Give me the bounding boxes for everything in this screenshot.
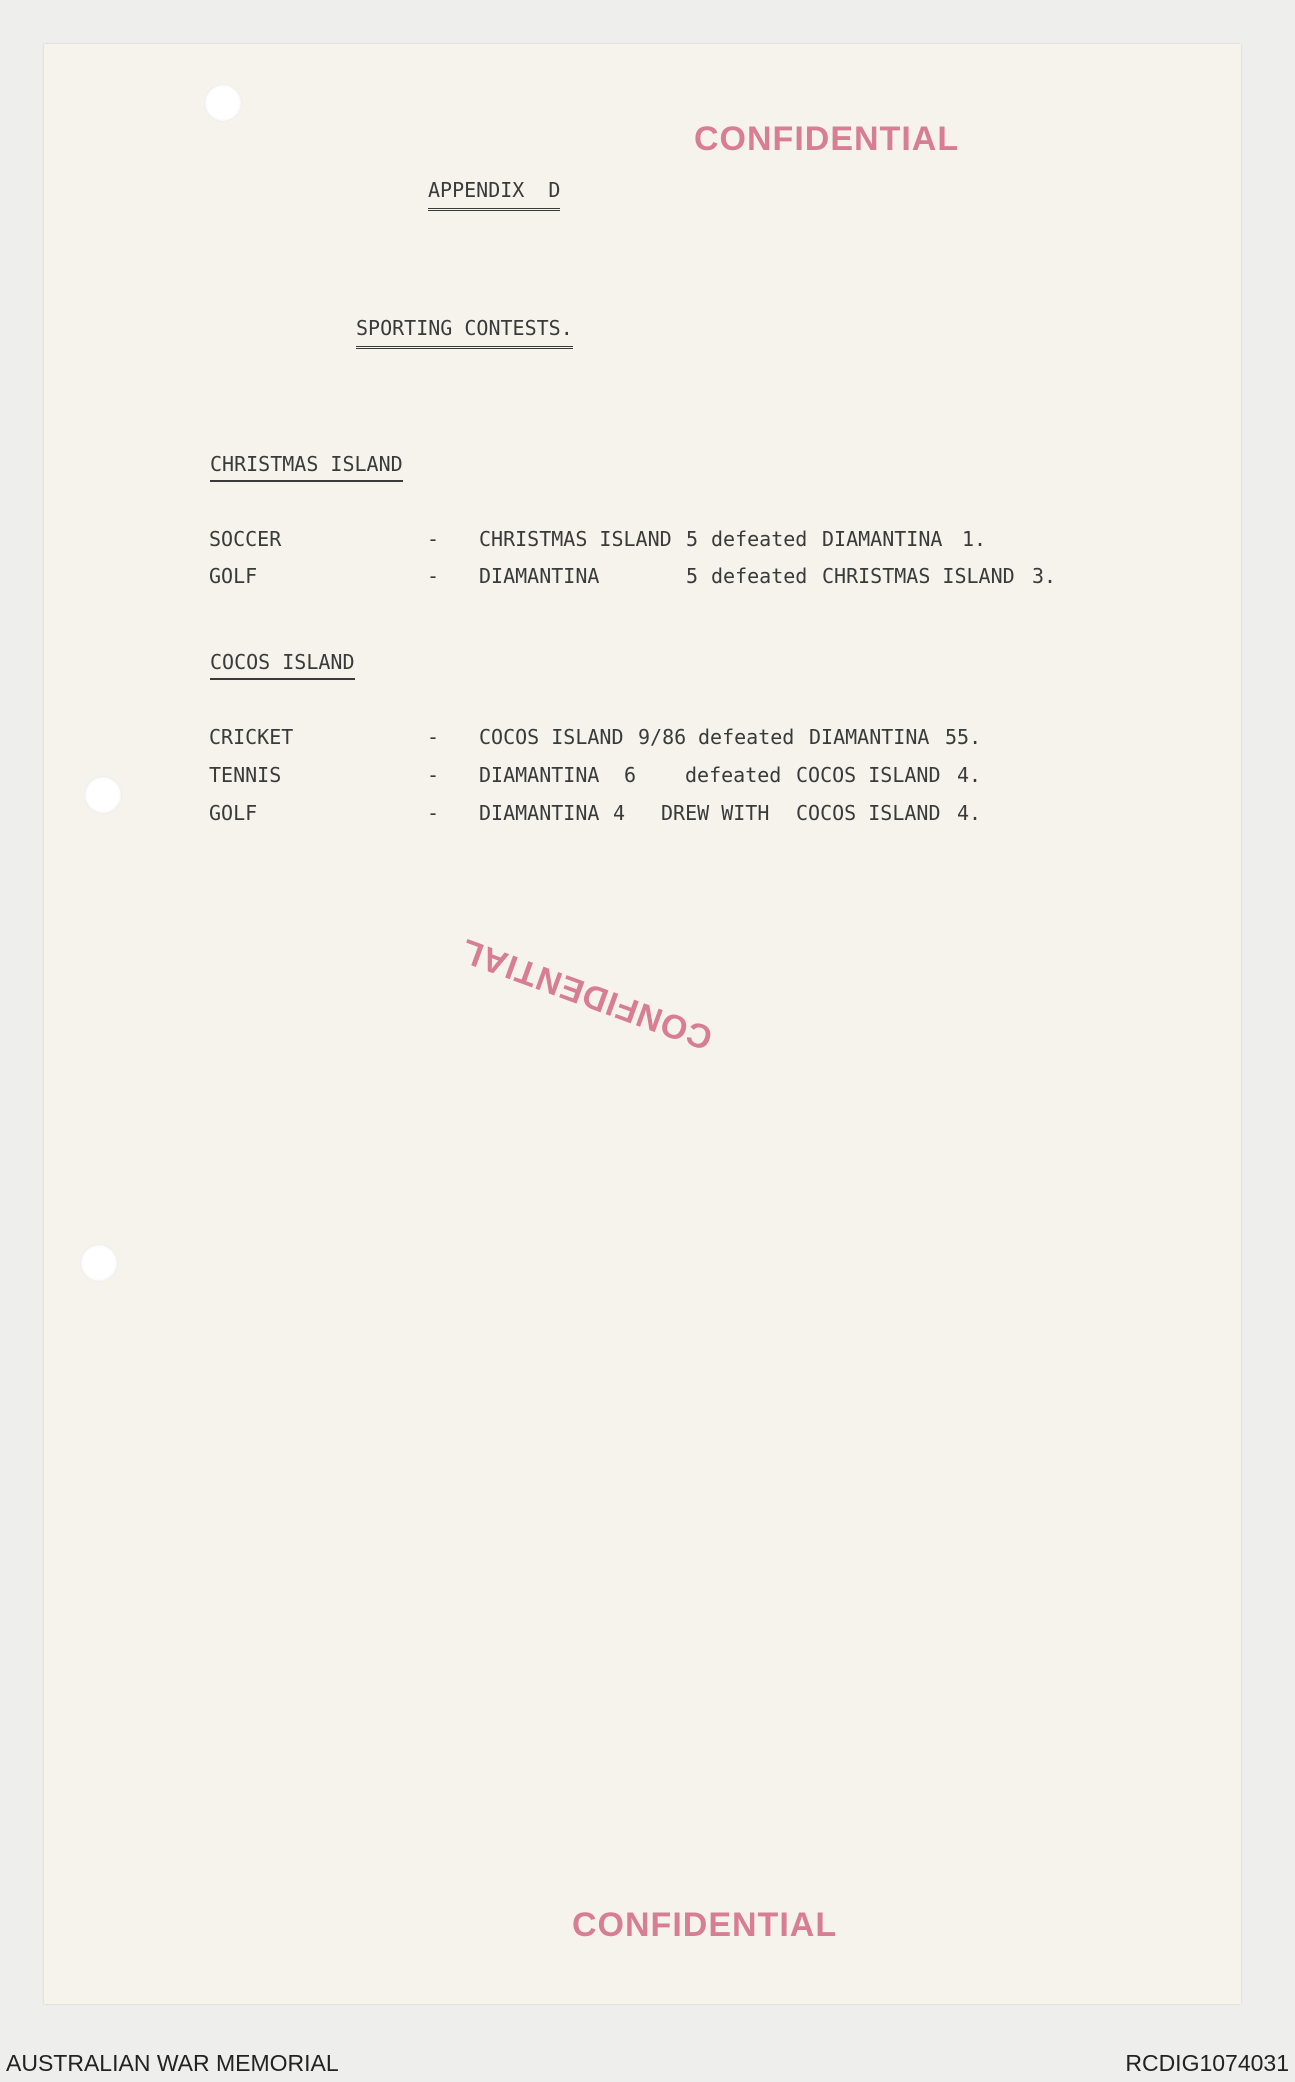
team1: COCOS ISLAND	[479, 725, 624, 749]
score1: 5	[686, 564, 699, 588]
team2: DIAMANTINA	[809, 725, 930, 749]
result: defeated	[685, 763, 782, 787]
punch-hole	[80, 1244, 118, 1282]
row-dash: -	[427, 801, 440, 825]
row-dash: -	[427, 564, 440, 588]
confidential-stamp-bottom: CONFIDENTIAL	[572, 1906, 838, 1944]
team2: CHRISTMAS ISLAND	[822, 564, 1015, 588]
row-dash: -	[427, 763, 440, 787]
score2: 4.	[957, 763, 982, 787]
score1: 9/86	[638, 725, 687, 749]
score1: 4	[613, 801, 626, 825]
sport-label: GOLF	[209, 564, 258, 588]
section-title-cocos-island: COCOS ISLAND	[210, 650, 355, 680]
score2: 4.	[957, 801, 982, 825]
team2: DIAMANTINA	[822, 527, 943, 551]
result: defeated	[698, 725, 795, 749]
confidential-stamp-top: CONFIDENTIAL	[694, 120, 960, 158]
score2: 3.	[1032, 564, 1057, 588]
document-page	[44, 44, 1241, 2004]
score1: 6	[624, 763, 637, 787]
team1: DIAMANTINA	[479, 763, 600, 787]
sport-label: GOLF	[209, 801, 258, 825]
punch-hole	[84, 776, 122, 814]
confidential-stamp-middle: CONFIDENTIAL	[455, 930, 718, 1058]
appendix-heading: APPENDIX D	[428, 178, 560, 211]
team1: DIAMANTINA	[479, 801, 600, 825]
score2: 1.	[962, 527, 987, 551]
team1: DIAMANTINA	[479, 564, 600, 588]
sport-label: TENNIS	[209, 763, 282, 787]
row-dash: -	[427, 725, 440, 749]
score1: 5	[686, 527, 699, 551]
footer-credit: AUSTRALIAN WAR MEMORIAL	[6, 2050, 339, 2076]
section-title-christmas-island: CHRISTMAS ISLAND	[210, 452, 403, 482]
result: defeated	[711, 527, 808, 551]
result: defeated	[711, 564, 808, 588]
score2: 55.	[945, 725, 982, 749]
sport-label: CRICKET	[209, 725, 294, 749]
team2: COCOS ISLAND	[796, 801, 941, 825]
punch-hole	[204, 84, 242, 122]
team2: COCOS ISLAND	[796, 763, 941, 787]
sporting-contests-heading: SPORTING CONTESTS.	[356, 316, 573, 349]
team1: CHRISTMAS ISLAND	[479, 527, 672, 551]
sport-label: SOCCER	[209, 527, 282, 551]
footer-record-id: RCDIG1074031	[1125, 2050, 1289, 2076]
result: DREW WITH	[661, 801, 770, 825]
row-dash: -	[427, 527, 440, 551]
